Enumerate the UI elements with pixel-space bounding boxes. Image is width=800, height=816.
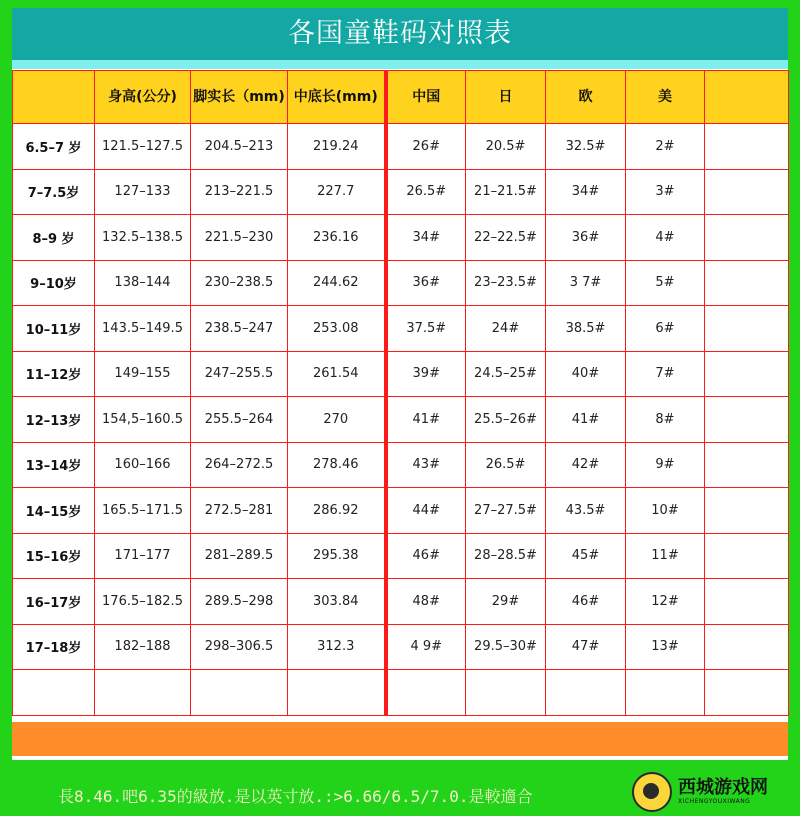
size-cell: 21–21.5# xyxy=(466,169,546,215)
header-cell: 身高(公分) xyxy=(95,71,191,124)
table-row xyxy=(13,397,789,443)
age-cell: 17–18岁 xyxy=(13,624,95,670)
age-cell: 13–14岁 xyxy=(13,442,95,488)
table-row xyxy=(13,215,789,261)
size-cell xyxy=(705,579,789,625)
size-cell xyxy=(705,397,789,443)
site-logo xyxy=(632,772,792,812)
size-cell: 154,5–160.5 xyxy=(95,397,191,443)
size-cell xyxy=(705,670,789,716)
size-cell: 127–133 xyxy=(95,169,191,215)
table-row xyxy=(13,306,789,352)
size-cell: 7# xyxy=(626,351,705,397)
age-cell: 8–9 岁 xyxy=(13,215,95,261)
size-cell: 272.5–281 xyxy=(191,488,288,534)
size-cell: 24.5–25# xyxy=(466,351,546,397)
size-cell: 47# xyxy=(546,624,626,670)
size-cell xyxy=(288,670,386,716)
age-cell: 7–7.5岁 xyxy=(13,169,95,215)
size-cell: 37.5# xyxy=(386,306,466,352)
size-cell: 236.16 xyxy=(288,215,386,261)
size-cell: 238.5–247 xyxy=(191,306,288,352)
header-cell: 中国 xyxy=(386,71,466,124)
size-cell: 270 xyxy=(288,397,386,443)
size-cell: 227.7 xyxy=(288,169,386,215)
age-cell: 15–16岁 xyxy=(13,533,95,579)
size-cell: 253.08 xyxy=(288,306,386,352)
size-cell: 10# xyxy=(626,488,705,534)
size-cell: 34# xyxy=(386,215,466,261)
table-row xyxy=(13,624,789,670)
table-row xyxy=(13,124,789,170)
table-row xyxy=(13,670,789,716)
size-cell: 4 9# xyxy=(386,624,466,670)
size-cell xyxy=(546,670,626,716)
size-cell: 247–255.5 xyxy=(191,351,288,397)
size-cell xyxy=(626,670,705,716)
title-underline xyxy=(12,60,788,69)
size-cell: 138–144 xyxy=(95,260,191,306)
header-cell xyxy=(13,71,95,124)
size-cell xyxy=(705,442,789,488)
orange-band xyxy=(12,722,788,756)
size-cell: 24# xyxy=(466,306,546,352)
size-cell xyxy=(386,670,466,716)
table-row xyxy=(13,169,789,215)
size-cell: 160–166 xyxy=(95,442,191,488)
size-cell: 29# xyxy=(466,579,546,625)
size-cell: 303.84 xyxy=(288,579,386,625)
age-cell: 11–12岁 xyxy=(13,351,95,397)
size-cell: 29.5–30# xyxy=(466,624,546,670)
size-cell: 6# xyxy=(626,306,705,352)
size-cell: 289.5–298 xyxy=(191,579,288,625)
size-cell xyxy=(705,488,789,534)
header-row xyxy=(13,71,789,124)
age-cell: 6.5–7 岁 xyxy=(13,124,95,170)
logo-pinyin: XICHENGYOUXIWANG xyxy=(678,798,751,805)
size-cell: 26.5# xyxy=(386,169,466,215)
size-cell: 230–238.5 xyxy=(191,260,288,306)
size-cell: 40# xyxy=(546,351,626,397)
size-cell: 121.5–127.5 xyxy=(95,124,191,170)
logo-text xyxy=(678,778,768,806)
size-cell: 12# xyxy=(626,579,705,625)
size-cell: 34# xyxy=(546,169,626,215)
size-cell: 255.5–264 xyxy=(191,397,288,443)
size-cell: 182–188 xyxy=(95,624,191,670)
size-cell: 27–27.5# xyxy=(466,488,546,534)
size-cell xyxy=(705,533,789,579)
size-cell xyxy=(191,670,288,716)
size-cell: 165.5–171.5 xyxy=(95,488,191,534)
size-cell: 281–289.5 xyxy=(191,533,288,579)
size-cell: 46# xyxy=(386,533,466,579)
size-cell: 2# xyxy=(626,124,705,170)
size-cell xyxy=(705,624,789,670)
size-cell: 3# xyxy=(626,169,705,215)
size-cell: 43.5# xyxy=(546,488,626,534)
size-cell: 244.62 xyxy=(288,260,386,306)
size-cell: 25.5–26# xyxy=(466,397,546,443)
table-row xyxy=(13,579,789,625)
size-cell: 204.5–213 xyxy=(191,124,288,170)
header-cell: 欧 xyxy=(546,71,626,124)
size-cell: 13# xyxy=(626,624,705,670)
logo-icon xyxy=(632,772,672,812)
size-cell xyxy=(705,260,789,306)
size-cell xyxy=(705,124,789,170)
size-cell: 36# xyxy=(546,215,626,261)
size-cell: 11# xyxy=(626,533,705,579)
age-cell: 16–17岁 xyxy=(13,579,95,625)
size-table xyxy=(12,70,789,716)
size-cell: 48# xyxy=(386,579,466,625)
table-row xyxy=(13,260,789,306)
size-cell: 20.5# xyxy=(466,124,546,170)
size-cell: 132.5–138.5 xyxy=(95,215,191,261)
size-cell: 28–28.5# xyxy=(466,533,546,579)
header-cell xyxy=(705,71,789,124)
size-cell xyxy=(705,306,789,352)
table-body xyxy=(13,124,789,716)
size-cell: 278.46 xyxy=(288,442,386,488)
age-cell xyxy=(13,670,95,716)
size-cell: 46# xyxy=(546,579,626,625)
size-cell: 298–306.5 xyxy=(191,624,288,670)
table-row xyxy=(13,533,789,579)
size-cell: 41# xyxy=(546,397,626,443)
size-cell xyxy=(466,670,546,716)
size-cell: 41# xyxy=(386,397,466,443)
size-cell: 43# xyxy=(386,442,466,488)
header-cell: 美 xyxy=(626,71,705,124)
size-cell: 176.5–182.5 xyxy=(95,579,191,625)
size-cell: 143.5–149.5 xyxy=(95,306,191,352)
header-cell: 脚实长（mm) xyxy=(191,71,288,124)
size-cell: 295.38 xyxy=(288,533,386,579)
age-cell: 12–13岁 xyxy=(13,397,95,443)
size-cell: 38.5# xyxy=(546,306,626,352)
size-cell: 42# xyxy=(546,442,626,488)
size-cell xyxy=(705,215,789,261)
header-cell: 中底长(mm) xyxy=(288,71,386,124)
size-cell: 3 7# xyxy=(546,260,626,306)
size-cell xyxy=(95,670,191,716)
age-cell: 9–10岁 xyxy=(13,260,95,306)
page-title: 各国童鞋码对照表 xyxy=(12,8,788,60)
size-cell: 23–23.5# xyxy=(466,260,546,306)
age-cell: 10–11岁 xyxy=(13,306,95,352)
size-cell: 9# xyxy=(626,442,705,488)
size-cell: 26.5# xyxy=(466,442,546,488)
size-cell: 213–221.5 xyxy=(191,169,288,215)
size-cell xyxy=(705,351,789,397)
size-cell: 39# xyxy=(386,351,466,397)
size-cell xyxy=(705,169,789,215)
size-cell: 26# xyxy=(386,124,466,170)
size-cell: 171–177 xyxy=(95,533,191,579)
size-cell: 45# xyxy=(546,533,626,579)
size-cell: 5# xyxy=(626,260,705,306)
table-row xyxy=(13,442,789,488)
size-cell: 44# xyxy=(386,488,466,534)
size-cell: 22–22.5# xyxy=(466,215,546,261)
logo-name: 西城游戏网 xyxy=(678,777,768,798)
size-cell: 4# xyxy=(626,215,705,261)
size-cell: 8# xyxy=(626,397,705,443)
size-cell: 286.92 xyxy=(288,488,386,534)
footer-note: 長8.46.吧6.35的級放.是以英寸放.:>6.66/6.5/7.0.是較適合 xyxy=(58,787,533,806)
table-row xyxy=(13,488,789,534)
header-cell: 日 xyxy=(466,71,546,124)
size-cell: 36# xyxy=(386,260,466,306)
size-cell: 32.5# xyxy=(546,124,626,170)
size-cell: 261.54 xyxy=(288,351,386,397)
size-cell: 264–272.5 xyxy=(191,442,288,488)
size-cell: 221.5–230 xyxy=(191,215,288,261)
table-row xyxy=(13,351,789,397)
size-cell: 149–155 xyxy=(95,351,191,397)
age-cell: 14–15岁 xyxy=(13,488,95,534)
size-cell: 312.3 xyxy=(288,624,386,670)
size-cell: 219.24 xyxy=(288,124,386,170)
